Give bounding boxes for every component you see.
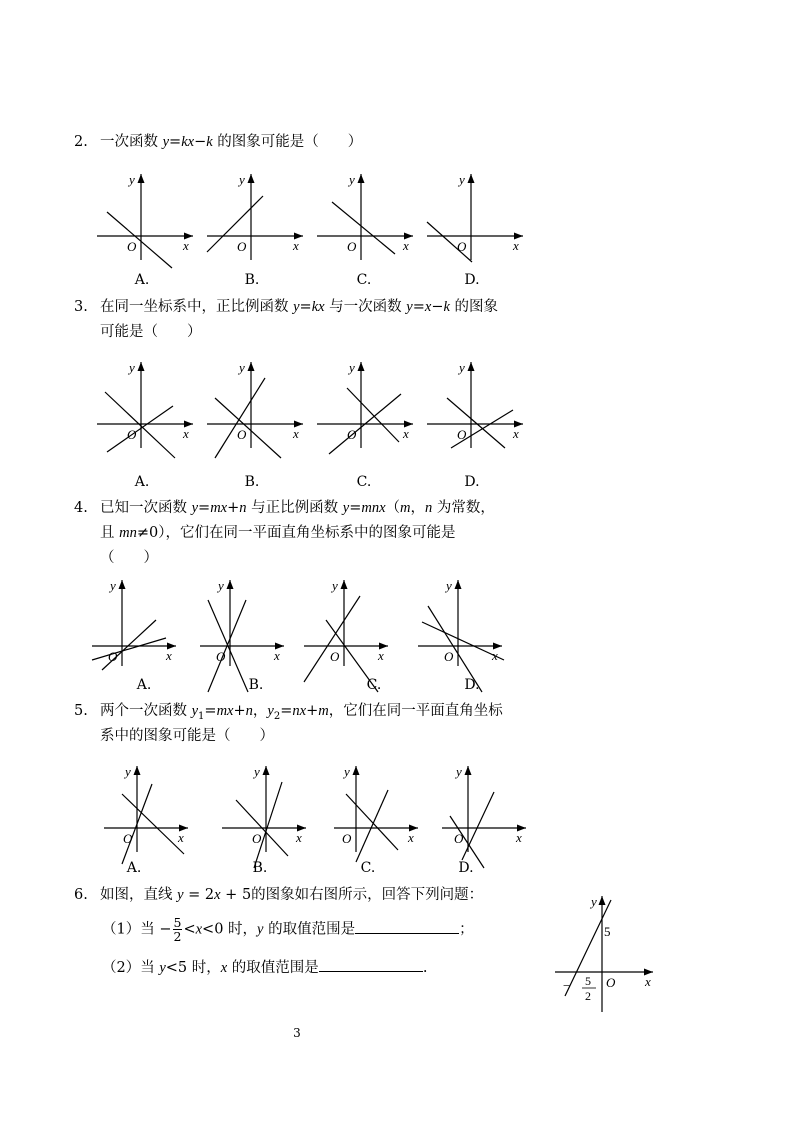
function-line [105, 392, 175, 458]
origin-label: O [347, 239, 357, 254]
option-label[interactable]: A. [134, 474, 150, 490]
y-axis-arrow [468, 362, 475, 371]
y-axis-arrow [263, 766, 270, 775]
function-line [304, 596, 360, 682]
function-line [215, 398, 281, 458]
y-axis-arrow [138, 362, 145, 371]
function-line [346, 794, 398, 850]
y-axis-label: y [332, 578, 338, 593]
option-label[interactable]: A. [136, 677, 152, 693]
origin-label: O [108, 649, 118, 664]
function-line [207, 196, 263, 252]
option-label[interactable]: B. [244, 272, 260, 288]
y-axis-label: y [254, 764, 260, 779]
x-axis-label: x [183, 238, 189, 253]
option-label[interactable]: B. [252, 860, 268, 876]
y-axis-arrow [455, 580, 462, 589]
question-number: 6. [74, 887, 88, 903]
function-line [462, 792, 494, 860]
answer-blank-1[interactable] [355, 917, 459, 934]
fraction: $\frac{5}{2}$ [173, 915, 182, 944]
option-graph [317, 358, 417, 456]
x-axis-label: x [403, 238, 409, 253]
option-label[interactable]: C. [356, 272, 372, 288]
y-axis-arrow [358, 362, 365, 371]
answer-blank-2[interactable] [319, 955, 423, 972]
origin-label: O [237, 239, 247, 254]
origin-label: O [606, 975, 616, 990]
x-axis-label: x [403, 426, 409, 441]
x-axis-label: x [513, 426, 519, 441]
y-axis-label: y [129, 360, 135, 375]
x-intercept-sign: − [563, 978, 571, 993]
y-axis-arrow [353, 766, 360, 775]
option-label[interactable]: C. [360, 860, 376, 876]
option-label[interactable]: A. [126, 860, 142, 876]
x-axis-label: x [516, 830, 522, 845]
option-label[interactable]: D. [464, 272, 480, 288]
question-text-line2: 系中的图象可能是（ ） [100, 728, 274, 744]
x-axis-label: x [293, 426, 299, 441]
question-text-line2: 可能是（ ） [100, 324, 202, 340]
y-axis-label: y [125, 764, 131, 779]
y-axis-arrow [468, 174, 475, 183]
option-label[interactable]: D. [464, 677, 480, 693]
option-graph [427, 170, 527, 268]
x-axis-label: x [183, 426, 189, 441]
question-number: 4. [74, 500, 88, 516]
x-intercept-denominator: 2 [585, 989, 591, 1003]
question-text-line2: 且 mn≠0），它们在同一平面直角坐标系中的图象可能是 [100, 525, 456, 541]
y-axis-label: y [349, 172, 355, 187]
y-axis-label: y [344, 764, 350, 779]
option-label[interactable]: D. [464, 474, 480, 490]
function-line [107, 406, 173, 452]
option-label[interactable]: B. [248, 677, 264, 693]
x-axis-label: x [293, 238, 299, 253]
y-axis-arrow [227, 580, 234, 589]
option-graph [92, 576, 180, 674]
option-graph [317, 170, 417, 268]
x-axis-label: x [492, 648, 498, 663]
y-axis-label: y [459, 172, 465, 187]
option-graph [418, 576, 506, 674]
question-6-part-1: （1）当 − $\frac{5}{2}$ <x<0 时，y 的取值范围是 ； [102, 915, 474, 944]
function-line [92, 638, 166, 660]
question-6-part-2: （2）当 y<5 时，x 的取值范围是 . [102, 955, 427, 979]
option-graph [97, 358, 197, 456]
option-label[interactable]: D. [458, 860, 474, 876]
option-graph [442, 762, 530, 860]
option-graph [304, 576, 392, 674]
q6-figure [545, 890, 660, 1015]
origin-label: O [216, 649, 226, 664]
y-axis-arrow [599, 896, 606, 905]
y-axis-label: y [129, 172, 135, 187]
option-graph [427, 358, 527, 456]
y-axis-label: y [446, 578, 452, 593]
y-axis-arrow [358, 174, 365, 183]
option-label[interactable]: B. [244, 474, 260, 490]
y-axis-label: y [456, 764, 462, 779]
option-label[interactable]: A. [134, 272, 150, 288]
x-intercept-numerator: 5 [585, 974, 591, 988]
y-axis-label: y [591, 894, 597, 909]
y-axis-arrow [341, 580, 348, 589]
origin-label: O [457, 427, 467, 442]
y-axis-label: y [110, 578, 116, 593]
origin-label: O [330, 649, 340, 664]
option-graph [97, 170, 197, 268]
question-number: 2. [74, 134, 88, 150]
question-text-line1: 两个一次函数 $y_1=mx+n$，$y_2=nx+m$，它们在同一平面直角坐标 [100, 703, 503, 722]
origin-label: O [237, 427, 247, 442]
origin-label: O [444, 649, 454, 664]
page-number: 3 [293, 1026, 301, 1040]
y-axis-label: y [459, 360, 465, 375]
option-label[interactable]: C. [356, 474, 372, 490]
question-text: 如图，直线 y = 2x + 5的图象如右图所示，回答下列问题： [100, 887, 484, 903]
option-graph [207, 358, 307, 456]
function-line [215, 378, 265, 458]
option-graph [207, 170, 307, 268]
origin-label: O [342, 831, 352, 846]
option-graph [200, 576, 288, 674]
option-label[interactable]: C. [366, 677, 382, 693]
function-line [332, 202, 395, 254]
function-line [107, 212, 172, 268]
x-axis-label: x [378, 648, 384, 663]
question-number: 5. [74, 703, 88, 719]
x-axis-label: x [274, 648, 280, 663]
x-axis-label: x [178, 830, 184, 845]
question-text-line1: 在同一坐标系中，正比例函数 y=kx 与一次函数 y=x−k 的图象 [100, 299, 499, 315]
question-text-line1: 已知一次函数 y=mx+n 与正比例函数 y=mnx（m，n 为常数， [100, 500, 495, 516]
origin-label: O [123, 831, 133, 846]
origin-label: O [347, 427, 357, 442]
y-axis-arrow [465, 766, 472, 775]
question-text: 一次函数 y=kx−k 的图象可能是（ ） [100, 134, 363, 150]
y-axis-arrow [248, 362, 255, 371]
x-axis-label: x [296, 830, 302, 845]
function-line [356, 790, 388, 862]
y-axis-arrow [119, 580, 126, 589]
y-axis-label: y [239, 172, 245, 187]
origin-label: O [127, 427, 137, 442]
y-axis-arrow [138, 174, 145, 183]
y-axis-arrow [248, 174, 255, 183]
origin-label: O [127, 239, 137, 254]
x-axis-label: x [645, 974, 651, 989]
option-graph [104, 762, 192, 860]
origin-label: O [457, 239, 467, 254]
y-axis-label: y [239, 360, 245, 375]
y-axis-label: y [349, 360, 355, 375]
origin-label: O [454, 831, 464, 846]
question-number: 3. [74, 299, 88, 315]
option-graph [222, 762, 310, 860]
y-axis-label: y [218, 578, 224, 593]
y-intercept-label: 5 [604, 924, 611, 939]
function-line [254, 782, 282, 868]
origin-label: O [252, 831, 262, 846]
x-axis-label: x [166, 648, 172, 663]
function-line [447, 398, 505, 448]
y-axis-arrow [134, 766, 141, 775]
x-axis-label: x [513, 238, 519, 253]
option-graph [334, 762, 422, 860]
question-text-line3: （ ） [100, 550, 158, 566]
x-axis-label: x [408, 830, 414, 845]
